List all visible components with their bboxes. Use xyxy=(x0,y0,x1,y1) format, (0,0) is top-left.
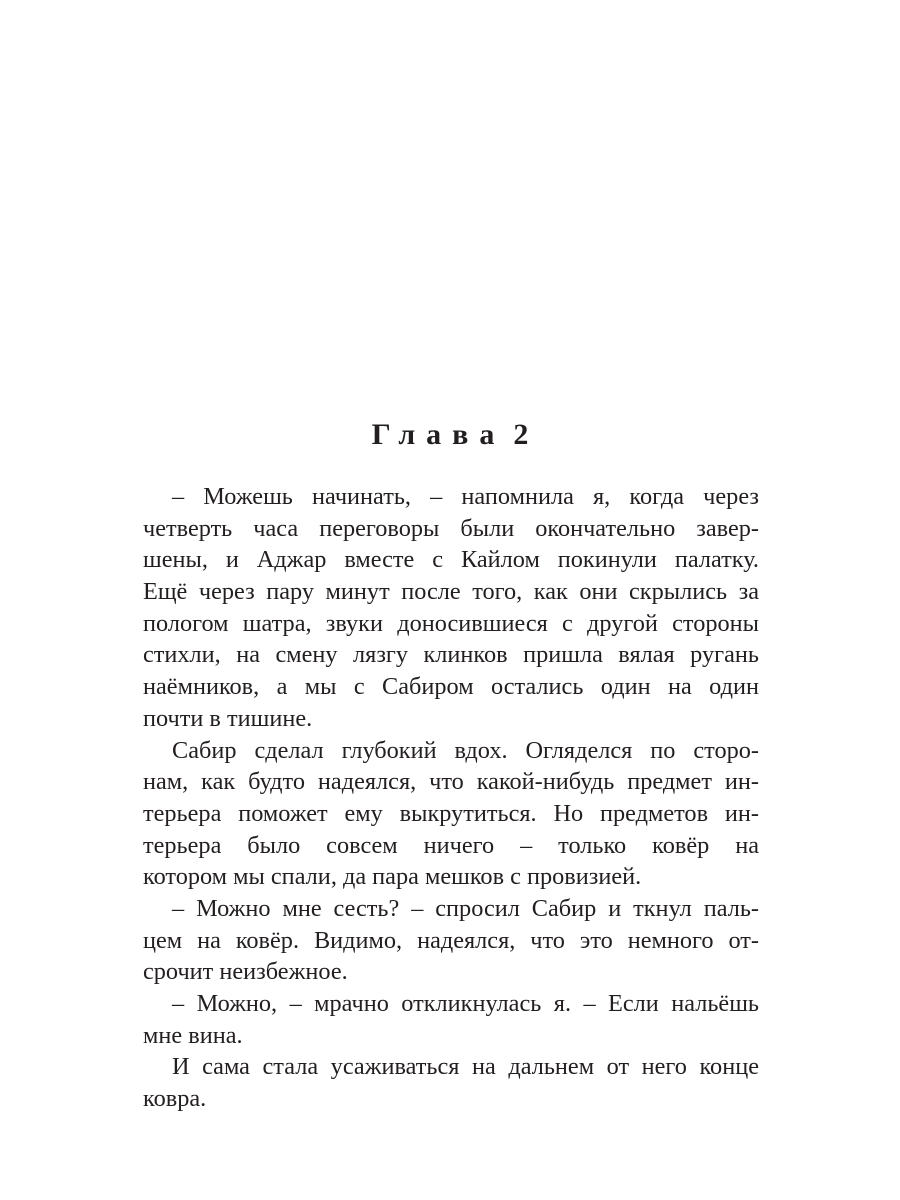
chapter-heading xyxy=(0,418,900,452)
chapter-number: 2 xyxy=(513,418,529,451)
text-line: срочит неизбежное. xyxy=(143,958,348,986)
text-line: пологом шатра, звуки доносившиеся с другой стороны xyxy=(143,609,759,637)
text-line: терьера поможет ему выкрутиться. Но предметов ин- xyxy=(143,799,759,827)
chapter-word: Глава xyxy=(371,418,506,451)
text-line: нам, как будто надеялся, что какой-нибудь предмет ин- xyxy=(143,768,759,796)
text-line: – Можешь начинать, – напомнила я, когда через xyxy=(172,483,759,510)
text-line: стихли, на смену лязгу клинков пришла вялая ругань xyxy=(143,641,759,669)
chapter-body xyxy=(143,481,759,1115)
text-line: шены, и Аджар вместе с Кайлом покинули палатку. xyxy=(143,546,759,574)
text-line: ковра. xyxy=(143,1085,207,1113)
text-line: почти в тишине. xyxy=(143,704,313,732)
text-line: котором мы спали, да пара мешков с провизией. xyxy=(143,863,642,891)
text-line: мне вина. xyxy=(143,1021,243,1049)
text-line: – Можно, – мрачно откликнулась я. – Если нальёшь xyxy=(172,990,759,1017)
text-line: Сабир сделал глубокий вдох. Огляделся по сторо- xyxy=(172,736,759,764)
text-line: терьера было совсем ничего – только ковёр на xyxy=(143,831,759,859)
text-line: – Можно мне сесть? – спросил Сабир и ткнул паль- xyxy=(172,894,759,922)
text-line: Ещё через пару минут после того, как они скрылись за xyxy=(143,578,759,606)
text-line: И сама стала усаживаться на дальнем от него конце xyxy=(172,1053,759,1081)
text-line: наёмников, а мы с Сабиром остались один на один xyxy=(143,673,759,701)
text-line: четверть часа переговоры были окончательно завер- xyxy=(143,514,759,542)
text-line: цем на ковёр. Видимо, надеялся, что это немного от- xyxy=(143,926,759,954)
